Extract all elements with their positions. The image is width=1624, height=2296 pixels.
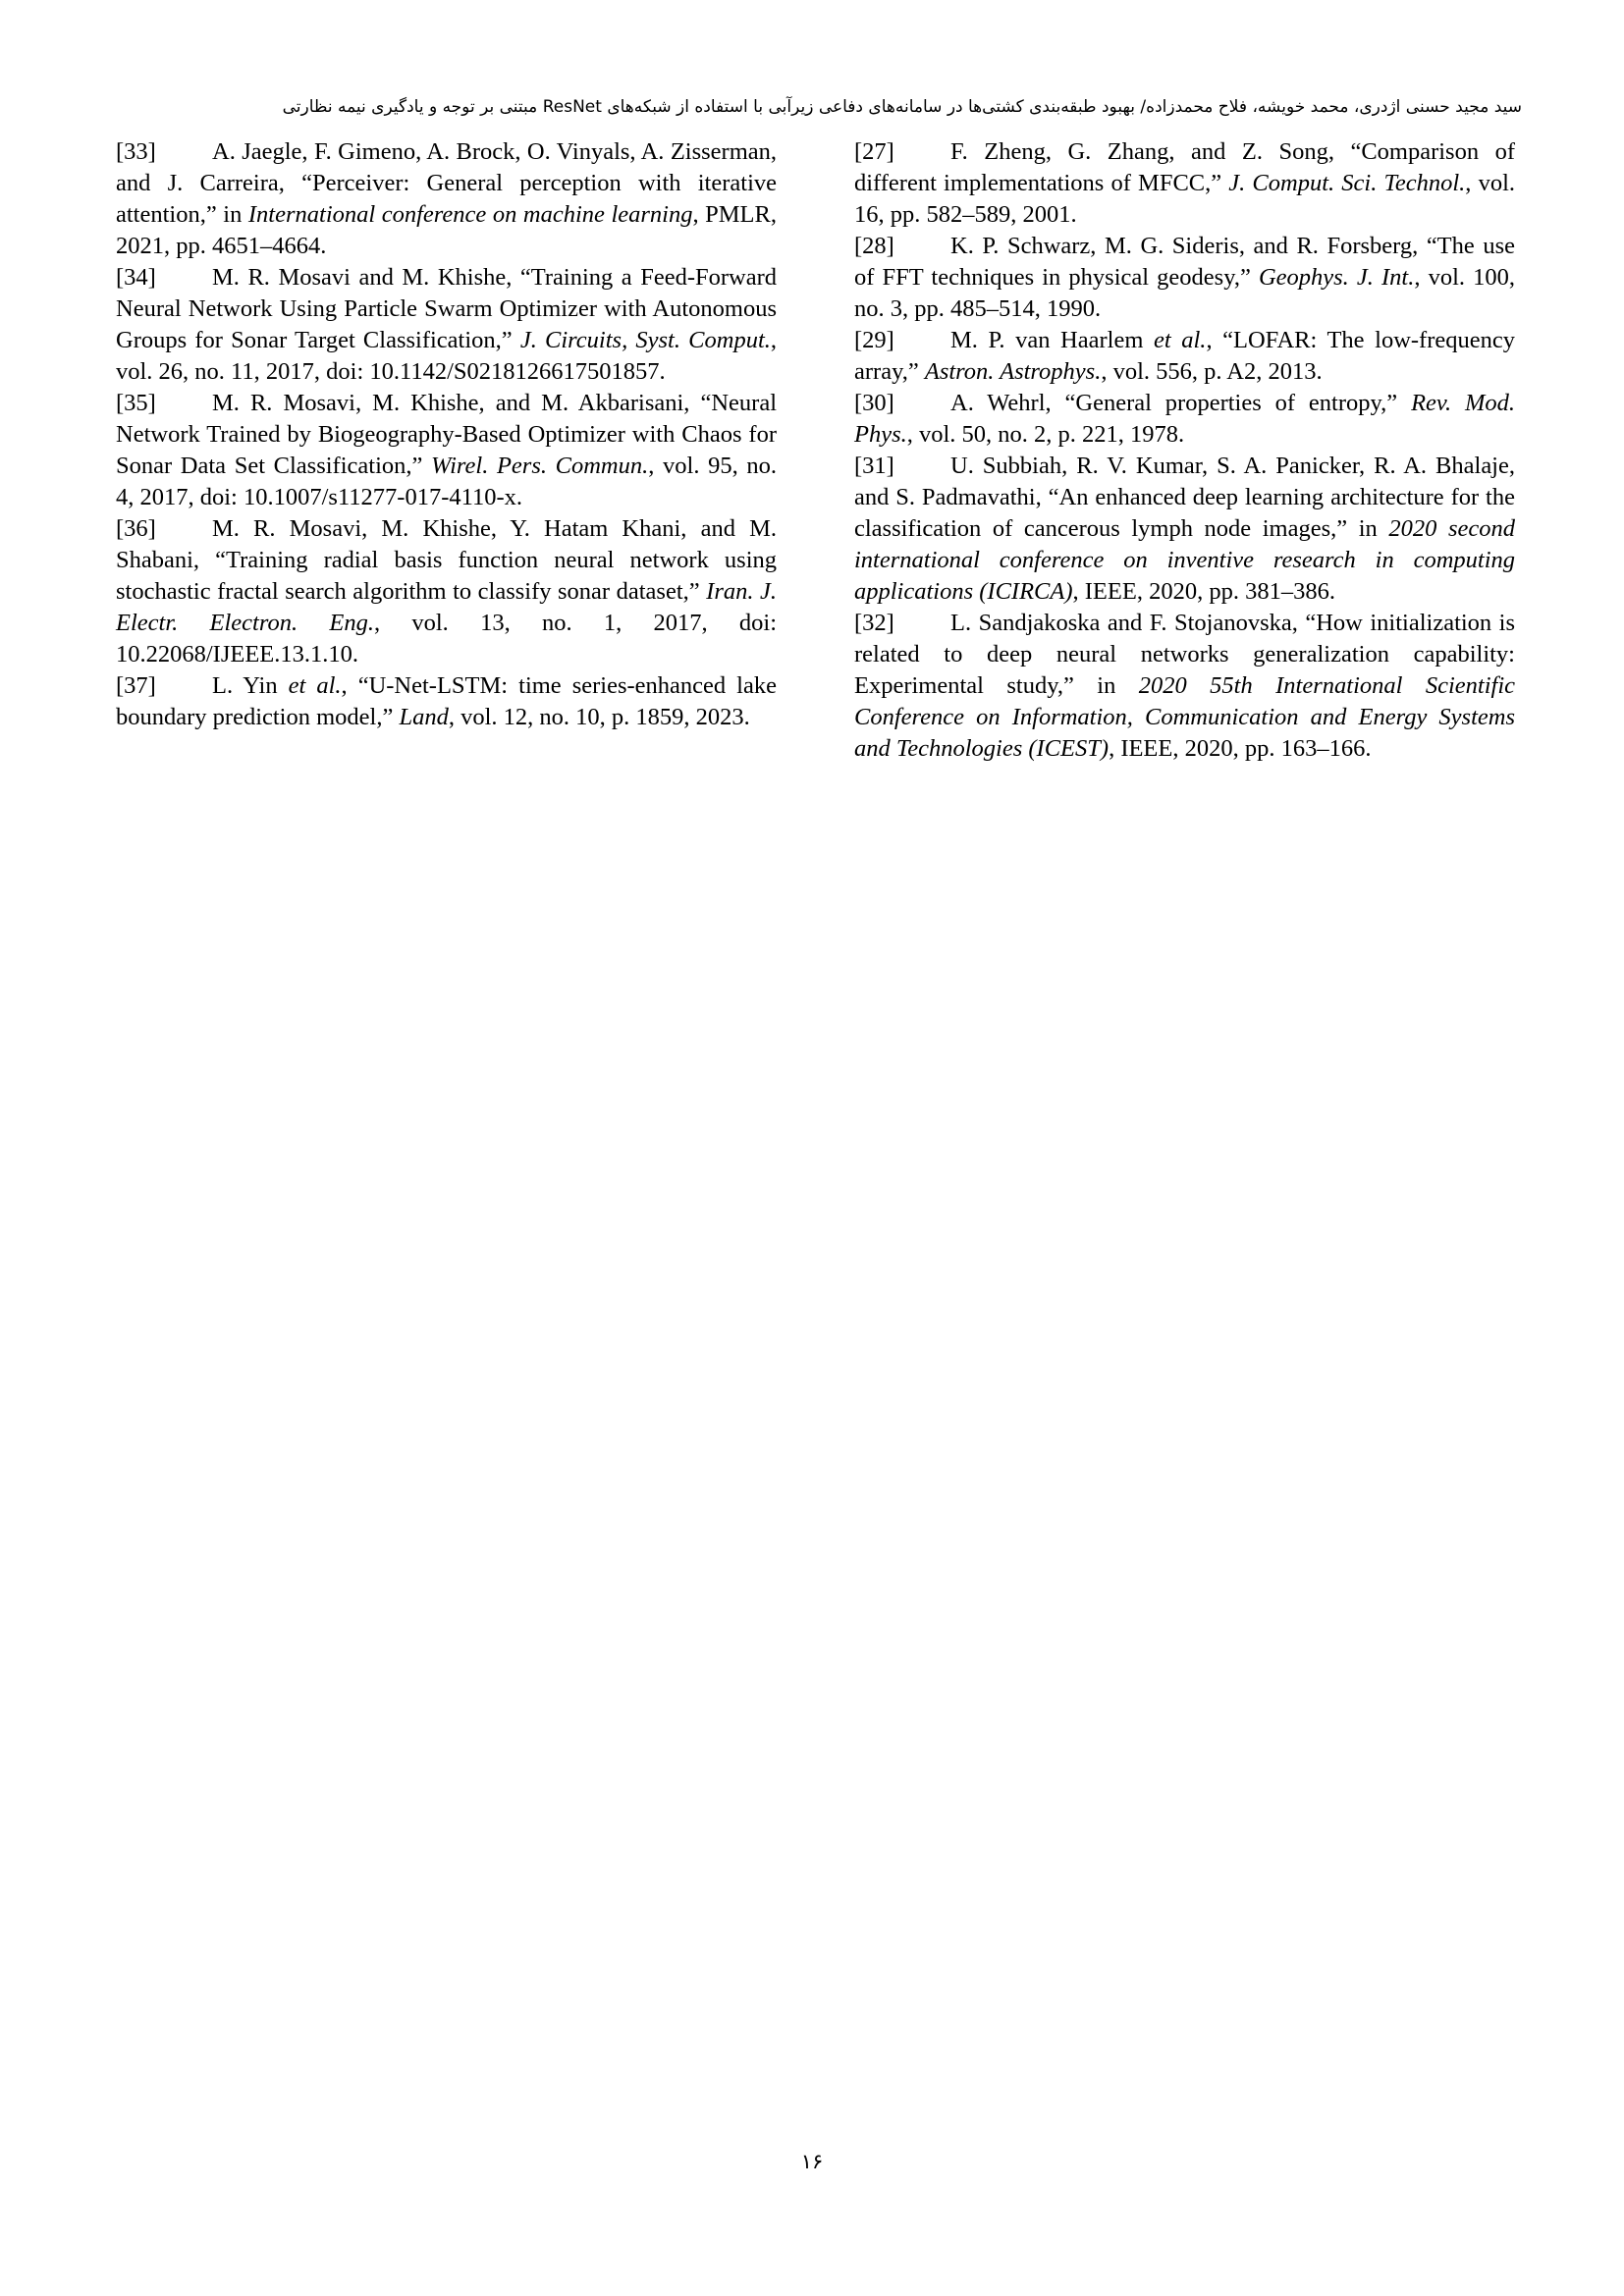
reference-entry <box>854 451 1515 608</box>
reference-number: [37] <box>116 672 156 699</box>
reference-source: J. Comput. Sci. Technol. <box>1228 170 1466 196</box>
reference-text: , vol. 16, pp. 582–589, 2001. <box>854 170 1515 228</box>
running-header: سید مجید حسنی اژدری، محمد خویشه، فلاح محمدزاده/ بهبود طبقه‌بندی کشتی‌ها در سامانه‌های دفاعی زیرآبی با استفاده از شبکه‌های ResNet مبتنی بر توجه و یادگیری نیمه نظارتی <box>282 97 1522 117</box>
reference-text: K. P. Schwarz, M. G. Sideris, and R. Forsberg, “The use of FFT techniques in physical geodesy,” <box>854 233 1515 291</box>
reference-text: A. Wehrl, “General properties of entropy,” <box>950 390 1412 416</box>
page-number: ۱۶ <box>800 2150 824 2173</box>
references-right-column <box>854 136 1515 765</box>
reference-entry <box>116 262 777 388</box>
references-left-column <box>116 136 777 733</box>
reference-number: [27] <box>854 138 894 165</box>
reference-text: M. R. Mosavi and M. Khishe, “Training a Feed-Forward Neural Network Using Particle Swarm Optimizer with Autonomous Groups for Sonar Target Classification,” <box>116 264 777 353</box>
reference-number: [28] <box>854 233 894 259</box>
reference-source: International conference on machine learning <box>247 201 693 228</box>
reference-number: [29] <box>854 327 894 353</box>
reference-entry <box>854 608 1515 765</box>
reference-source: Geophys. J. Int. <box>1258 264 1415 291</box>
reference-text: M. P. van Haarlem <box>950 327 1154 353</box>
reference-number: [34] <box>116 264 156 291</box>
reference-source: et al. <box>1153 327 1207 353</box>
reference-source: Land <box>399 704 449 730</box>
reference-entry <box>854 325 1515 388</box>
reference-text: , vol. 556, p. A2, 2013. <box>1101 358 1323 385</box>
reference-entry <box>116 388 777 513</box>
reference-entry <box>116 136 777 262</box>
reference-entry <box>116 513 777 670</box>
reference-text: , “U-Net-LSTM: time series-enhanced lake boundary prediction model,” <box>116 672 777 730</box>
reference-text: , vol. 13, no. 1, 2017, doi: 10.22068/IJEEE.13.1.10. <box>116 610 777 667</box>
reference-text: A. Jaegle, F. Gimeno, A. Brock, O. Vinyals, A. Zisserman, and J. Carreira, “Perceiver: General perception with iterative attention,” in <box>116 138 777 228</box>
reference-entry <box>854 136 1515 231</box>
reference-text: , IEEE, 2020, pp. 381–386. <box>1072 578 1335 605</box>
reference-source: J. Circuits, Syst. Comput. <box>519 327 771 353</box>
reference-text: L. Sandjakoska and F. Stojanovska, “How initialization is related to deep neural networks generalization capability: Experimental study,” in <box>854 610 1515 699</box>
reference-text: , IEEE, 2020, pp. 163–166. <box>1109 735 1372 762</box>
reference-source: Rev. Mod. Phys. <box>854 390 1515 448</box>
reference-source: Iran. J. Electr. Electron. Eng. <box>116 578 777 636</box>
reference-number: [30] <box>854 390 894 416</box>
reference-text: , PMLR, 2021, pp. 4651–4664. <box>116 201 777 259</box>
reference-source: et al. <box>288 672 342 699</box>
reference-text: , “LOFAR: The low-frequency array,” <box>854 327 1515 385</box>
reference-text: , vol. 26, no. 11, 2017, doi: 10.1142/S0218126617501857. <box>116 327 777 385</box>
reference-source: Wirel. Pers. Commun. <box>431 453 649 479</box>
reference-source: 2020 55th International Scientific Conference on Information, Communication and Energy Systems and Technologies (ICEST) <box>854 672 1516 762</box>
reference-text: , vol. 50, no. 2, p. 221, 1978. <box>906 421 1185 448</box>
reference-number: [36] <box>116 515 156 542</box>
reference-text: M. R. Mosavi, M. Khishe, and M. Akbarisani, “Neural Network Trained by Biogeography-Based Optimizer with Chaos for Sonar Data Set Classification,” <box>116 390 777 479</box>
reference-entry <box>854 388 1515 451</box>
reference-text: , vol. 12, no. 10, p. 1859, 2023. <box>448 704 750 730</box>
reference-number: [33] <box>116 138 156 165</box>
reference-entry <box>854 231 1515 325</box>
reference-text: , vol. 100, no. 3, pp. 485–514, 1990. <box>854 264 1515 322</box>
reference-number: [32] <box>854 610 894 636</box>
reference-source: 2020 second international conference on inventive research in computing applications (ICIRCA) <box>854 515 1515 605</box>
reference-text: , vol. 95, no. 4, 2017, doi: 10.1007/s11277-017-4110-x. <box>116 453 778 510</box>
reference-entry <box>116 670 777 733</box>
reference-number: [35] <box>116 390 156 416</box>
reference-text: F. Zheng, G. Zhang, and Z. Song, “Comparison of different implementations of MFCC,” <box>854 138 1515 196</box>
reference-text: M. R. Mosavi, M. Khishe, Y. Hatam Khani, and M. Shabani, “Training radial basis function neural network using stochastic fractal search algorithm to classify sonar dataset,” <box>116 515 777 605</box>
reference-text: L. Yin <box>212 672 289 699</box>
reference-number: [31] <box>854 453 894 479</box>
reference-source: Astron. Astrophys. <box>924 358 1102 385</box>
reference-text: U. Subbiah, R. V. Kumar, S. A. Panicker, R. A. Bhalaje, and S. Padmavathi, “An enhanced deep learning architecture for the classification of cancerous lymph node images,” in <box>854 453 1515 542</box>
